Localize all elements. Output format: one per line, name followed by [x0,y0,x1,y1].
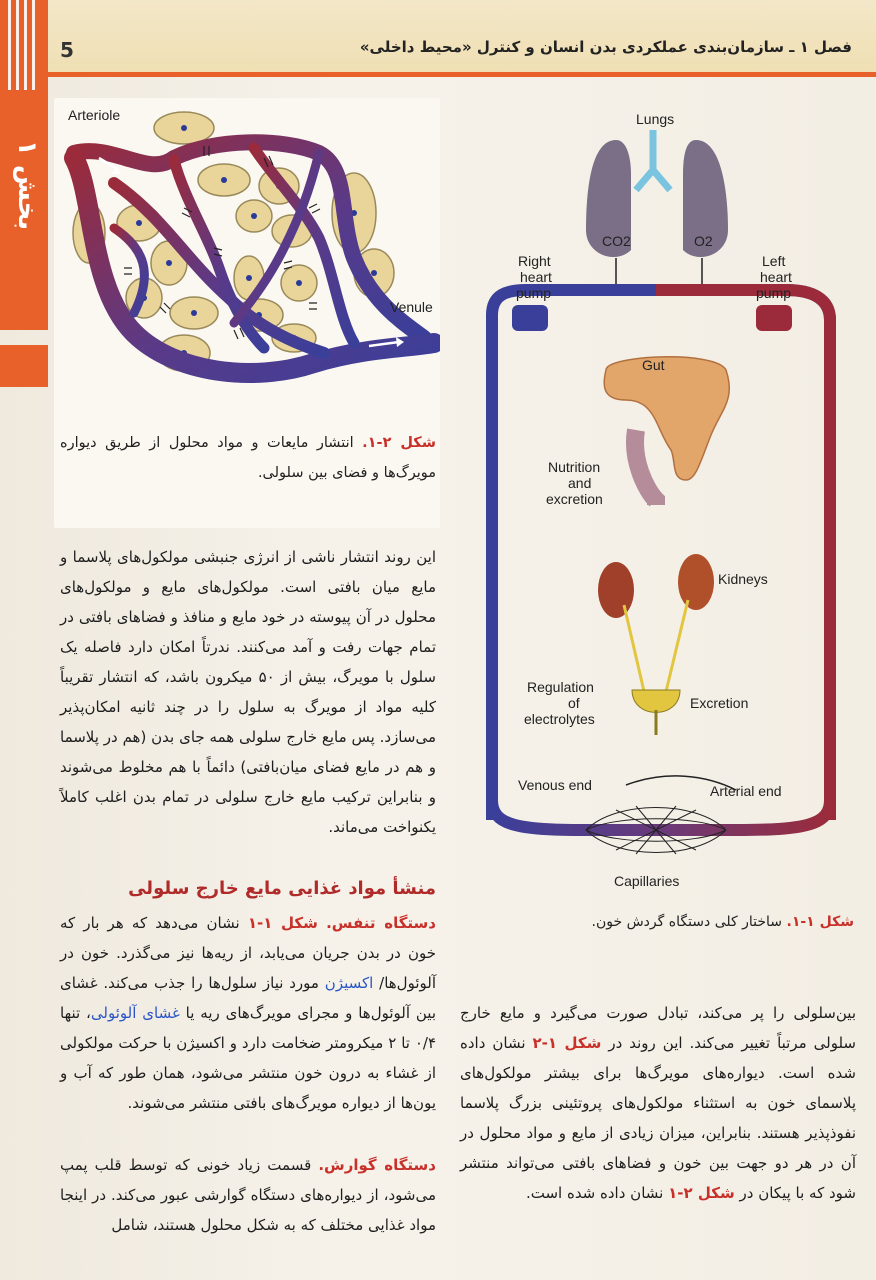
paragraph-capillary-exchange [460,998,856,1208]
left-kidney [678,554,714,610]
subheading-digestive: دستگاه گوارش. [318,1156,436,1174]
kidneys-label: Kidneys [718,571,768,587]
rectum [635,430,656,505]
figure-ref: شکل ۱-۱. [786,914,854,930]
text-span: ، تنها ۰/۴ تا ۲ میکرومتر ضخامت دارد و اکسیژن با حرکت مولکولی از غشاء به درون خون منتشر می‌شود، همان طور که آب و یون‌ها از دیواره مویرگ‌های بافتی منتشر می‌شوند. [60,1004,436,1112]
capillaries-label: Capillaries [614,873,680,889]
section-heading: منشأ مواد غذایی مایع خارج سلولی [128,878,436,899]
circulation-diagram [456,100,856,900]
paragraph-diffusion: این روند انتشار ناشی از انرژی جنبشی مولکول‌های پلاسما و مایع میان بافتی است. مولکول‌های مایع و مولکول‌های محلول در آن پیوسته در خود مایع و منافذ و فضاهای بافتی در تمام جهات رفت و آمد می‌کنند. ندرتاً امکان دارد فاصله یک سلول با مویرگ، بیش از ۵۰ میکرون باشد، که انتشار تقریباً کلیه مواد از مویرگ به سلول را در چند ثانیه امکان‌پذیر می‌سازد. پس مایع خارج سلولی همه جای بدن (هم در پلاسما و هم در مایع فضای میان‌بافتی) دائماً با هم مخلوط می‌شوند و بنابراین ترکیب مایع خارج سلولی در تمام بدن اغلب کاملاً یکنواخت می‌ماند. [60,548,436,836]
section-tab-marker [0,345,48,387]
o2-label: O2 [694,233,713,249]
subheading-respiratory: دستگاه تنفس. [326,914,436,932]
right-kidney [598,562,634,618]
regulation-label-3: electrolytes [524,711,595,727]
figure-ref: شکل ۲-۱. [362,435,437,451]
text-span: مورد نیاز سلول‌ها را جذب می‌کند. غشای بین آلوئول‌ها و مجرای مویرگ‌های ریه یا [60,974,436,1022]
circulation-figure [456,100,856,900]
arteriole-label: Arteriole [68,107,121,123]
figure-ref: شکل ۱-۲ [532,1034,602,1052]
tab-stripe [8,0,11,90]
gut-label: Gut [642,357,665,373]
nutrition-label-2: and [568,475,592,491]
text-span: بین‌سلولی را پر می‌کند، تبادل صورت می‌گیرد و مایع خارج سلولی مرتباً تغییر می‌کند. این روند در [460,1004,856,1052]
chapter-title: فصل ۱ ـ سازمان‌بندی عملکردی بدن انسان و کنترل «محیط داخلی» [359,38,852,56]
venule-label: Venule [390,299,433,315]
right-heart-label-2: heart [520,269,552,285]
circulation-figure-caption [592,914,855,930]
paragraph-respiratory [60,908,436,1118]
capillary-diagram [54,98,440,418]
ureters [624,600,688,700]
left-heart-label-1: Left [762,253,786,269]
left-heart-label-2: heart [760,269,792,285]
tab-stripe [16,0,19,90]
arterial-end-label: Arterial end [710,783,782,799]
right-heart-label-1: Right [518,253,551,269]
page-number: 5 [60,38,74,62]
header-rule [48,72,876,77]
section-tab [0,0,48,330]
bladder [632,690,680,713]
caption-text: ساختار کلی دستگاه گردش خون. [591,914,787,930]
tab-stripe [24,0,27,90]
page-header [48,0,876,74]
text-span: نشان داده شده است. دیواره‌های مویرگ‌ها برای بیشتر مولکول‌های پلاسمای خون به استثناء مولکول‌های پروتئینی بزرگ پلاسما نفوذپذیر هستند. بنابراین، میزان زیادی از مایع و مواد محلول در آن در هر دو جهت بین خون و فضاهای بافتی می‌تواند منتشر شود که با پیکان در [460,1034,856,1202]
gut-organ [604,357,729,480]
right-heart-pump [512,305,548,331]
glossary-term-oxygen[interactable]: اکسیژن [324,974,374,992]
lungs-label: Lungs [636,111,675,127]
right-heart-label-3: pump [516,285,552,301]
nutrition-label-3: excretion [546,491,603,507]
figure-ref: شکل ۲-۱ [668,1184,735,1202]
systemic-circuit [492,800,830,830]
left-heart-label-3: pump [756,285,792,301]
left-heart-pump [756,305,792,331]
venous-end-label: Venous end [518,777,592,793]
nutrition-label-1: Nutrition [548,459,601,475]
figure-ref: شکل ۱-۱ [247,914,318,932]
trachea [636,130,670,190]
text-span: نشان داده شده است. [525,1184,669,1202]
excretion-label: Excretion [690,695,749,711]
tab-stripe [32,0,35,90]
caption-text: انتشار مایعات و مواد محلول از طریق دیواره مویرگ‌ها و فضای بین سلولی. [60,435,436,481]
regulation-label-2: of [568,695,580,711]
regulation-label-1: Regulation [527,679,594,695]
text-span: نشان می‌دهد که هر بار که خون در بدن جریان می‌یابد، از ریه‌ها نیز می‌گذرد. خون در آلوئول‌ها/ [60,914,436,992]
text-span: قسمت زیاد خونی که توسط قلب پمپ می‌شود، از دیواره‌های دستگاه گوارشی عبور می‌کند. در اینجا مواد غذایی مختلف که به شکل محلول هستند، شامل [60,1156,436,1234]
glossary-term-alveolar-membrane[interactable]: غشای آلوئولی [90,1004,180,1022]
section-label: بخش ۱ [12,140,42,231]
paragraph-digestive [60,1150,436,1240]
co2-label: CO2 [602,233,631,249]
capillary-figure-caption [60,428,436,488]
